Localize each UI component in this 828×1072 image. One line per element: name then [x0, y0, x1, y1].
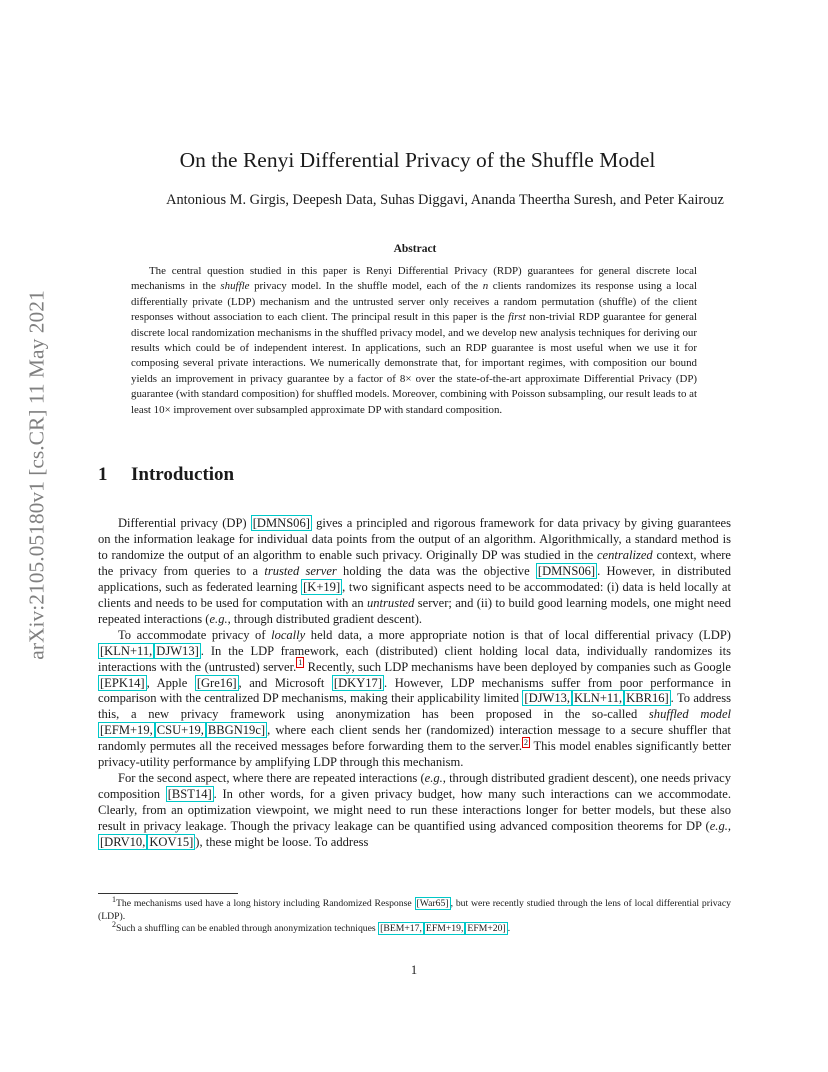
footnotes — [98, 894, 731, 936]
footnote-ref[interactable]: 1 — [298, 658, 303, 668]
arxiv-identifier: arXiv:2105.05180v1 [cs.CR] 11 May 2021 — [24, 290, 49, 660]
citation-link[interactable]: [EFM+19, — [100, 723, 153, 738]
citation-link[interactable]: [BEM+17, — [380, 923, 422, 935]
section-title: Introduction — [131, 464, 235, 485]
citation-link[interactable]: [K+19] — [303, 579, 341, 594]
citation-link[interactable]: [BST14] — [167, 787, 212, 802]
page-number: 1 — [410, 963, 418, 977]
citation-link[interactable]: [Gre16] — [196, 675, 237, 690]
footnote-ref[interactable]: 2 — [523, 738, 528, 748]
citation-link[interactable]: EFM+19, — [425, 923, 464, 935]
citation-link[interactable]: KBR16] — [626, 691, 669, 706]
citation-link[interactable]: [KLN+11, — [100, 643, 153, 658]
footnote-rule — [98, 893, 238, 894]
citation-link[interactable]: KOV15] — [149, 835, 194, 850]
citation-link[interactable]: DJW13] — [156, 643, 199, 658]
citation-link[interactable]: [DMNS06] — [252, 516, 310, 530]
body-text — [98, 516, 731, 851]
paragraph-3: For the second aspect, where there are repeated interactions (e.g., through distributed gradient descent), one needs privacy composition [BST14] . In other words, for a given privacy budget, how many such interactions can we accommodate. Clearly, from an optimization viewpoint, we might need to run these interactions longer for better models, but these also result in privacy leakage. Though the privacy leakage can be quantified using advanced composition theorems for DP (e.g., [DRV10, KOV15] ), these might be loose. To address — [98, 771, 731, 850]
citation-link[interactable]: [DMNS06] — [537, 563, 596, 578]
citation-link[interactable]: BBGN19c] — [207, 723, 266, 738]
abstract-text: The central question studied in this paper is Renyi Differential Privacy (RDP) guarantees for general discrete local mechanisms in the shuffle privacy model. In the shuffle model, each of the n clients randomizes its response using a local differentially private (LDP) mechanism and the untrusted server only receives a random permutation (shuffle) of the client responses without association to each client. The principal result in this paper is the first non-trivial RDP guarantee for general discrete local randomization mechanisms in the shuffled privacy model, and we develop new analysis techniques for deriving our results which could be of independent interest. In applications, such an RDP guarantee is most useful when we use it for composing several private interactions. We numerically demonstrate that, for important regimes, with composition our bound yields an improvement in privacy guarantee by a factor of 8× over the state-of-the-art approximate Differential Privacy (DP) guarantee (with standard composition) for shuffled models. Moreover, combining with Poisson subsampling, our result leads to at least 10× improvement over subsampled approximate DP with standard composition. — [131, 265, 698, 416]
section-heading — [98, 464, 234, 486]
footnote-2: $^2$Such a shuffling can be enabled through anonymization techniques [BEM+17, EFM+19, EFM+20] . — [112, 919, 511, 935]
arxiv-sidebar — [22, 280, 52, 680]
section-number: 1 — [98, 464, 108, 485]
citation-link[interactable]: [EPK14] — [100, 675, 145, 690]
abstract-heading: Abstract — [393, 243, 437, 255]
citation-link[interactable]: [War65] — [416, 898, 449, 909]
citation-link[interactable]: EFM+20] — [467, 923, 506, 935]
citation-link[interactable]: CSU+19, — [156, 723, 204, 738]
citation-link[interactable]: [DRV10, — [100, 835, 146, 850]
author-list: Antonious M. Girgis, Deepesh Data, Suhas Diggavi, Ananda Theertha Suresh, and Peter Kairouz — [166, 192, 724, 208]
footnote-1: $^1$The mechanisms used have a long history including Randomized Response [War65] , but were recently studied through the lens of local differential privacy (LDP). — [98, 894, 731, 922]
paper-title: On the Renyi Differential Privacy of the Shuffle Model — [179, 148, 656, 172]
paragraph-1: Differential privacy (DP) [DMNS06] gives a principled and rigorous framework for data privacy by giving guarantees on the information leakage for individual data points from the output of an algorithm. Algorithmically, a standard method is to randomize the output of an algorithm to enable such privacy. Originally DP was studied in the centralized context, where the privacy from queries to a trusted server holding the data was the objective [DMNS06] . However, in distributed applications, such as federated learning [K+19] , two significant aspects need to be accommodated: (i) data is held locally at clients and needs to be used for computation with an untrusted server; and (ii) to build good learning models, one might need repeated interactions (e.g., through distributed gradient descent). — [98, 516, 732, 626]
citation-link[interactable]: [DKY17] — [333, 675, 383, 690]
paragraph-2: To accommodate privacy of locally held data, a more appropriate notion is that of local differential privacy (LDP) [KLN+11, DJW13] . In the LDP framework, each (distributed) client holding local data, individually randomizes its interactions with the (untrusted) server. $^1$ Recently, such LDP mechanisms have been deployed by companies such as Google [EPK14] , Apple [Gre16] , and Microsoft [DKY17] . However, LDP mechanisms suffer from poor performance in comparison with the centralized DP mechanisms, making their applicability limited [DJW13, KLN+11, KBR16] . To address this, a new privacy framework using anonymization has been proposed in the so-called shuffled model [EFM+19, CSU+19, BBGN19c] , where each client sends her (randomized) interaction message to a secure shuffler that randomly permutes all the received messages before forwarding them to the server. $^2$ This model enables significantly better privacy-utility performance by amplifying LDP through this mechanism. — [98, 627, 732, 770]
citation-link[interactable]: [DJW13, — [524, 691, 571, 706]
citation-link[interactable]: KLN+11, — [574, 691, 623, 706]
